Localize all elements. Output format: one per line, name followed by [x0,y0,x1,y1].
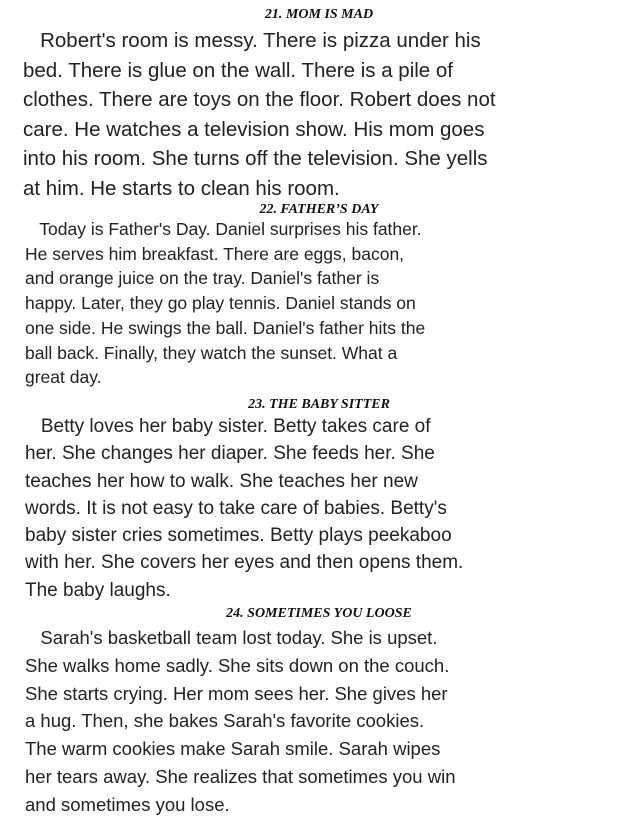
text-line: clothes. There are toys on the floor. Robert does not [23,88,496,111]
text-line: great day. [25,367,102,388]
text-line: She starts crying. Her mom sees her. She gives her [25,682,448,704]
text-line: The warm cookies make Sarah smile. Sarah wipes [25,738,441,760]
text-line: Robert's room is messy. There is pizza under his [23,29,481,52]
text-line: teaches her how to walk. She teaches her new [25,470,418,492]
text-line: bed. There is glue on the wall. There is a pile of [23,58,453,82]
story-title: 21. MOM IS MAD [264,7,374,22]
text-line: with her. She covers her eyes and then opens them. [25,552,464,574]
text-line: He serves him breakfast. There are eggs, bacon, [25,243,405,264]
text-line: her. She changes her diaper. She feeds her. She [25,443,435,465]
text-line: one side. He swings the ball. Daniel's father hits the [25,317,426,338]
story-paragraph [25,624,456,819]
text-line: Sarah's basketball team lost today. She is upset. [25,627,438,648]
text-line: Betty loves her baby sister. Betty takes care of [25,416,431,437]
text-line: a hug. Then, she bakes Sarah's favorite cookies. [25,710,425,732]
text-line: The baby laughs. [25,579,171,601]
text-line: Today is Father's Day. Daniel surprises his father. [25,219,422,239]
story-paragraph [23,26,496,203]
story-paragraph [25,413,463,604]
story-title: 23. THE BABY SITTER [248,397,390,412]
text-line: ball back. Finally, they watch the sunset. What a [25,342,398,363]
text-line: She walks home sadly. She sits down on the couch. [25,654,450,676]
story-title: 22. FATHER’S DAY [259,202,379,217]
text-line: her tears away. She realizes that sometimes you win [25,765,456,787]
text-line: care. He watches a television show. His mom goes [23,117,485,141]
text-line: happy. Later, they go play tennis. Daniel stands on [25,293,416,314]
text-line: and orange juice on the tray. Daniel's father is [25,268,380,289]
text-line: words. It is not easy to take care of babies. Betty's [25,497,447,519]
story-paragraph [25,217,425,390]
text-line: at him. He starts to clean his room. [23,176,340,200]
story-title: 24. SOMETIMES YOU LOOSE [226,606,412,621]
text-line: and sometimes you lose. [25,793,230,815]
text-line: baby sister cries sometimes. Betty plays peekaboo [25,525,452,547]
text-line: into his room. She turns off the television. She yells [23,147,488,170]
